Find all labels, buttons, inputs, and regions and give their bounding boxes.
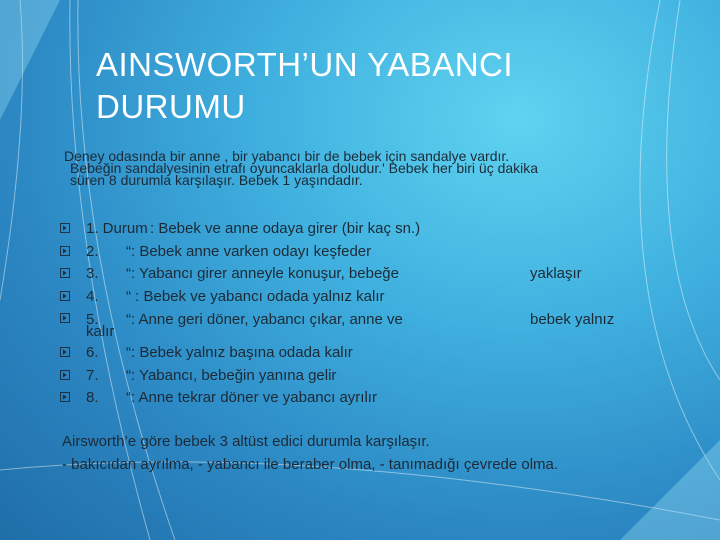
boxed-arrow-icon <box>60 392 70 402</box>
boxed-arrow-icon <box>60 370 70 380</box>
situation-list <box>60 218 680 410</box>
boxed-arrow-icon <box>60 291 70 301</box>
item-text-continued: yaklaşır <box>530 265 582 282</box>
intro-paragraph <box>64 150 684 186</box>
item-text: “: Yabancı, bebeğin yanına gelir <box>126 366 337 384</box>
item-number: 1. Durum <box>86 220 148 237</box>
item-text: “: Anne tekrar döner ve yabancı ayrılır <box>126 389 377 406</box>
boxed-arrow-icon <box>60 313 70 323</box>
conclusion-line-2: - bakıcıdan ayrılma, - yabancı ile beraber olma, - tanımadığı çevrede olma. <box>62 456 559 473</box>
intro-line-2: Bebeğin sandalyesinin etrafı oyuncaklarla doludur.' Bebek her biri üç dakika <box>70 160 539 176</box>
list-item <box>60 387 680 410</box>
list-item <box>60 342 680 365</box>
boxed-arrow-icon <box>60 268 70 278</box>
item-number: 8. <box>86 389 99 406</box>
item-number: 7. <box>86 366 99 384</box>
item-text-continued: bebek yalnız <box>530 311 615 328</box>
list-item <box>60 241 680 264</box>
list-item <box>60 286 680 309</box>
item-number: 3. <box>86 265 99 282</box>
list-item <box>60 365 680 388</box>
list-item <box>60 263 680 286</box>
intro-line-1: Deney odasında bir anne , bir yabancı bir de bebek için sandalye vardır. <box>64 148 510 164</box>
boxed-arrow-icon <box>60 246 70 256</box>
item-text: “: Anne geri döner, yabancı çıkar, anne ve <box>126 311 403 328</box>
item-number: 4. <box>86 287 99 305</box>
boxed-arrow-icon <box>60 223 70 233</box>
item-number: 5. <box>86 311 99 328</box>
conclusion-line-1: Airsworth’e göre bebek 3 altüst edici durumla karşılaşır. <box>62 433 430 450</box>
item-text: “: Bebek anne varken odayı keşfeder <box>126 242 372 260</box>
item-text-wrap: kalır <box>86 323 115 340</box>
conclusion-paragraph <box>62 430 702 476</box>
item-text: “ : Bebek ve yabancı odada yalnız kalır <box>126 287 385 305</box>
item-text: “: Bebek yalnız başına odada kalır <box>126 344 353 361</box>
item-number: 6. <box>86 344 99 361</box>
item-text: “: Yabancı girer anneyle konuşur, bebeğe <box>126 265 399 282</box>
boxed-arrow-icon <box>60 347 70 357</box>
list-item <box>60 218 680 241</box>
item-number: 2. <box>86 242 99 260</box>
list-item <box>60 308 680 342</box>
intro-line-3: süren 8 durumla karşılaşır. Bebek 1 yaşındadır. <box>70 172 363 188</box>
slide-title: AINSWORTH’UN YABANCI DURUMU <box>96 46 514 125</box>
item-text: : Bebek ve anne odaya girer (bir kaç sn.) <box>150 220 421 237</box>
